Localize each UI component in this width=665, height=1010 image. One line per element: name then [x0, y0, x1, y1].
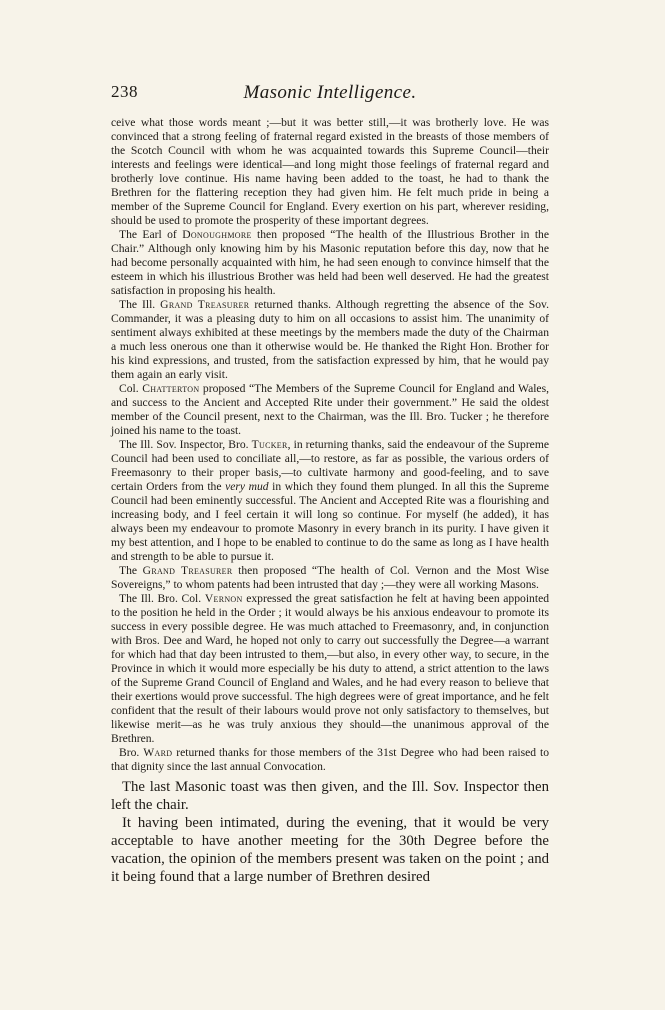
text-run: The Ill.	[119, 298, 161, 311]
text-run: Ward	[143, 746, 173, 759]
text-run: in which they found them plunged. In all this the Supreme Council had been eminently successful. The Ancient and Accepted Rite was a flourishing and increasing body, and I feel certain it will long so continue. For myself (he added), it has always been my endeavour to promote Masonry in every branch in its purity. I have given it my best attention, and I hope to be enabled to continue to do the same as long as I have health and strength to be able to pursue it.	[111, 480, 549, 563]
article-body	[111, 116, 549, 886]
text-run: The last Masonic toast was then given, and the Ill. Sov. Inspector then left the chair.	[111, 779, 549, 813]
paragraph-7	[111, 592, 549, 746]
paragraph-5	[111, 438, 549, 564]
paragraph-6	[111, 564, 549, 592]
paragraph-1	[111, 116, 549, 228]
text-run: Chatterton	[142, 382, 200, 395]
text-run: The Earl of	[119, 228, 183, 241]
text-run: , in returning thanks, said the endeavour of the Supreme Council had been used to conciliate all,—to restore, as far as possible, the various orders of Freemasonry to their proper basis,—to cultivate harmony and good-feeling, and to save certain Orders from the	[111, 438, 549, 493]
text-run: The Ill. Sov. Inspector, Bro.	[119, 438, 252, 451]
text-run: The	[119, 564, 143, 577]
text-run: Grand Treasurer	[160, 298, 250, 311]
text-run: Grand Treasurer	[142, 564, 233, 577]
text-run: Vernon	[204, 592, 243, 605]
running-title: Masonic Intelligence.	[243, 82, 417, 103]
text-run: ceive what those words meant ;—but it was better still,—it was brotherly love. He was convinced that a strong feeling of fraternal regard existed in the breasts of those members of the Scotch Council with whom he was acquainted towards this Supreme Council—their interests and feelings were identical—and long might those feelings of fraternal regard and brotherly love continue. His name having been added to the toast, he had to thank the Brethren for the flattering reception they had given him. He felt much pride in being a member of the Supreme Council for England. Every exertion on his part, wherever residing, should be used to promote the prosperity of these important degrees.	[111, 116, 549, 227]
paragraph-3	[111, 298, 549, 382]
text-run: Bro.	[119, 746, 144, 759]
text-run: returned thanks. Although regretting the absence of the Sov. Commander, it was a pleasing duty to him on all occasions to assist him. The unanimity of sentiment always exhibited at these meetings by the members made the duty of the Chairman a much less onerous one than it otherwise would be. He thanked the Right Hon. Brother for his kind expressions, and trusted, from the satisfaction expressed by him, that he would pay them again an early visit.	[111, 298, 549, 381]
paragraph-8	[111, 746, 549, 774]
text-run: then proposed “The health of the Illustrious Brother in the Chair.” Although only knowing him by his Masonic reputation before this day, now that he had become personally acquainted with him, he had seen enough to convince himself that the esteem in which his illustrious Brother was held had been well deserved. He had the greatest satisfaction in proposing his health.	[111, 228, 550, 297]
page-number: 238	[111, 82, 138, 101]
text-run: It having been intimated, during the evening, that it would be very acceptable to have another meeting for the 30th Degree before the vacation, the opinion of the members present was taken on the point ; and it being found that a large number of Brethren desired	[111, 815, 549, 885]
text-run: expressed the great satisfaction he felt at having been appointed to the position he held in the Order ; it would always be his anxious endeavour to promote its success in every possible degree. He was much attached to Freemasonry, and, in conjunction with Bros. Dee and Ward, he hoped not only to carry out successfully the Degree—a warrant for which had that day been intrusted to them,—but also, in every other way, to secure, in the Province in which it would more especially be his duty to attend, a strict attention to the laws of the Supreme Grand Council of England and Wales, and he had every reason to believe that their exertions would prove successful. The high degrees were of great importance, and he felt confident that the result of their labours would prove not only satisfactory to themselves, but likewise merit—as he was truly anxious they should—the unanimous approval of the Brethren.	[111, 592, 550, 745]
text-run: proposed “The Members of the Supreme Council for England and Wales, and success to the Ancient and Accepted Rite under their government.” He said the oldest member of the Council present, next to the Chairman, was the Ill. Bro. Tucker ; he therefore joined his name to the toast.	[111, 382, 549, 437]
text-run: returned thanks for those members of the 31st Degree who had been raised to that dignity since the last annual Convocation.	[111, 746, 549, 773]
text-run: Col.	[119, 382, 143, 395]
text-run: Tucker	[251, 438, 288, 451]
paragraph-2	[111, 228, 549, 298]
text-run: very mud	[225, 480, 269, 493]
page-header	[111, 82, 549, 108]
text-run: Donoughmore	[182, 228, 252, 241]
paragraph-9	[111, 778, 549, 814]
text-run: then proposed “The health of Col. Vernon and the Most Wise Sovereigns,” to whom patents had been intrusted that day ;—they were all working Masons.	[111, 564, 549, 591]
paragraph-4	[111, 382, 549, 438]
paragraph-10	[111, 814, 549, 886]
text-run: The Ill. Bro. Col.	[119, 592, 205, 605]
